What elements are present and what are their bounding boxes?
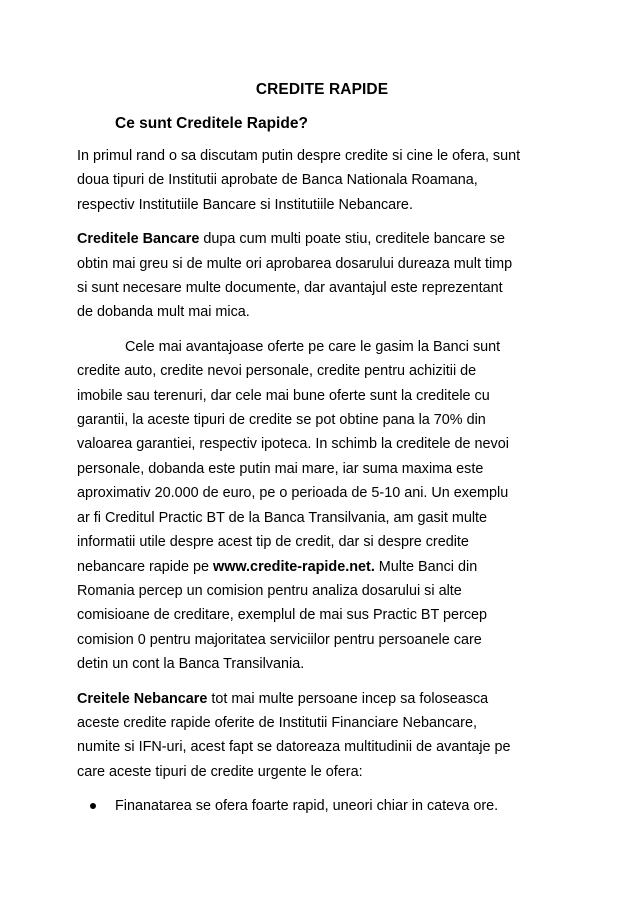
text-line [77, 227, 567, 251]
text-line: informatii utile despre acest tip de credit, dar si despre credite [77, 534, 469, 551]
text-fragment: tot mai multe persoane incep sa foloseasca [207, 690, 489, 707]
text-line: comisioane de creditare, exemplul de mai sus Practic BT percep [77, 607, 488, 624]
text-line [77, 555, 567, 579]
text-line: Romania percep un comision pentru analiza dosarului si alte [77, 582, 462, 599]
text-fragment: dupa cum multi poate stiu, creditele bancare se [199, 231, 505, 248]
list-item-text: Finanatarea se ofera foarte rapid, uneori chiar in cateva ore. [115, 798, 499, 815]
intro-paragraph [77, 144, 567, 217]
text-line: de dobanda mult mai mica. [77, 304, 250, 321]
bank-credits-term: Creditele Bancare [77, 231, 200, 248]
text-line: comision 0 pentru majoritatea serviciilor pentru persoanele care [77, 631, 482, 648]
text-line: valoarea garantiei, respectiv ipoteca. In schimb la creditele de nevoi [77, 436, 509, 453]
text-line: aceste credite rapide oferite de Institutii Financiare Nebancare, [77, 714, 477, 731]
text-line: numite si IFN-uri, acest fapt se datoreaza multitudinii de avantaje pe [77, 739, 511, 756]
list-item [77, 794, 567, 818]
document-page [77, 80, 567, 818]
section-heading: Ce sunt Creditele Rapide? [115, 115, 308, 132]
text-line: obtin mai greu si de multe ori aprobarea dosarului dureaza mult timp [77, 255, 513, 272]
text-line: respectiv Institutiile Bancare si Institutiile Nebancare. [77, 196, 413, 213]
document-title: CREDITE RAPIDE [255, 81, 389, 98]
bullet-icon [90, 803, 96, 809]
text-line: personale, dobanda este putin mai mare, iar suma maxima este [77, 460, 484, 477]
text-line [77, 687, 567, 711]
text-line: In primul rand o sa discutam putin despre credite si cine le ofera, sunt [77, 148, 521, 164]
text-line: garantii, la aceste tipuri de credite se pot obtine pana la 70% din [77, 412, 486, 429]
text-fragment: nebancare rapide pe [77, 558, 214, 575]
website-link[interactable]: www.credite-rapide.net. [213, 558, 375, 575]
nonbank-credits-paragraph [77, 687, 567, 785]
text-line: detin un cont la Banca Transilvania. [77, 656, 305, 673]
bank-offers-paragraph [77, 335, 567, 677]
text-line: si sunt necesare multe documente, dar avantajul este reprezentant [77, 280, 503, 297]
text-line: imobile sau terenuri, dar cele mai bune oferte sunt la creditele cu [77, 387, 490, 404]
bank-credits-paragraph [77, 227, 567, 325]
text-line: doua tipuri de Institutii aprobate de Banca Nationala Roamana, [77, 172, 478, 189]
nonbank-credits-term: Creitele Nebancare [77, 690, 208, 707]
text-line: ar fi Creditul Practic BT de la Banca Transilvania, am gasit multe [77, 509, 488, 526]
text-line: aproximativ 20.000 de euro, pe o perioada de 5-10 ani. Un exemplu [77, 485, 509, 502]
text-line: Cele mai avantajoase oferte pe care le gasim la Banci sunt [125, 338, 501, 355]
text-line: care aceste tipuri de credite urgente le ofera: [77, 763, 363, 780]
text-line: credite auto, credite nevoi personale, credite pentru achizitii de [77, 363, 477, 380]
text-fragment: Multe Banci din [374, 558, 478, 575]
advantages-list [77, 794, 567, 818]
